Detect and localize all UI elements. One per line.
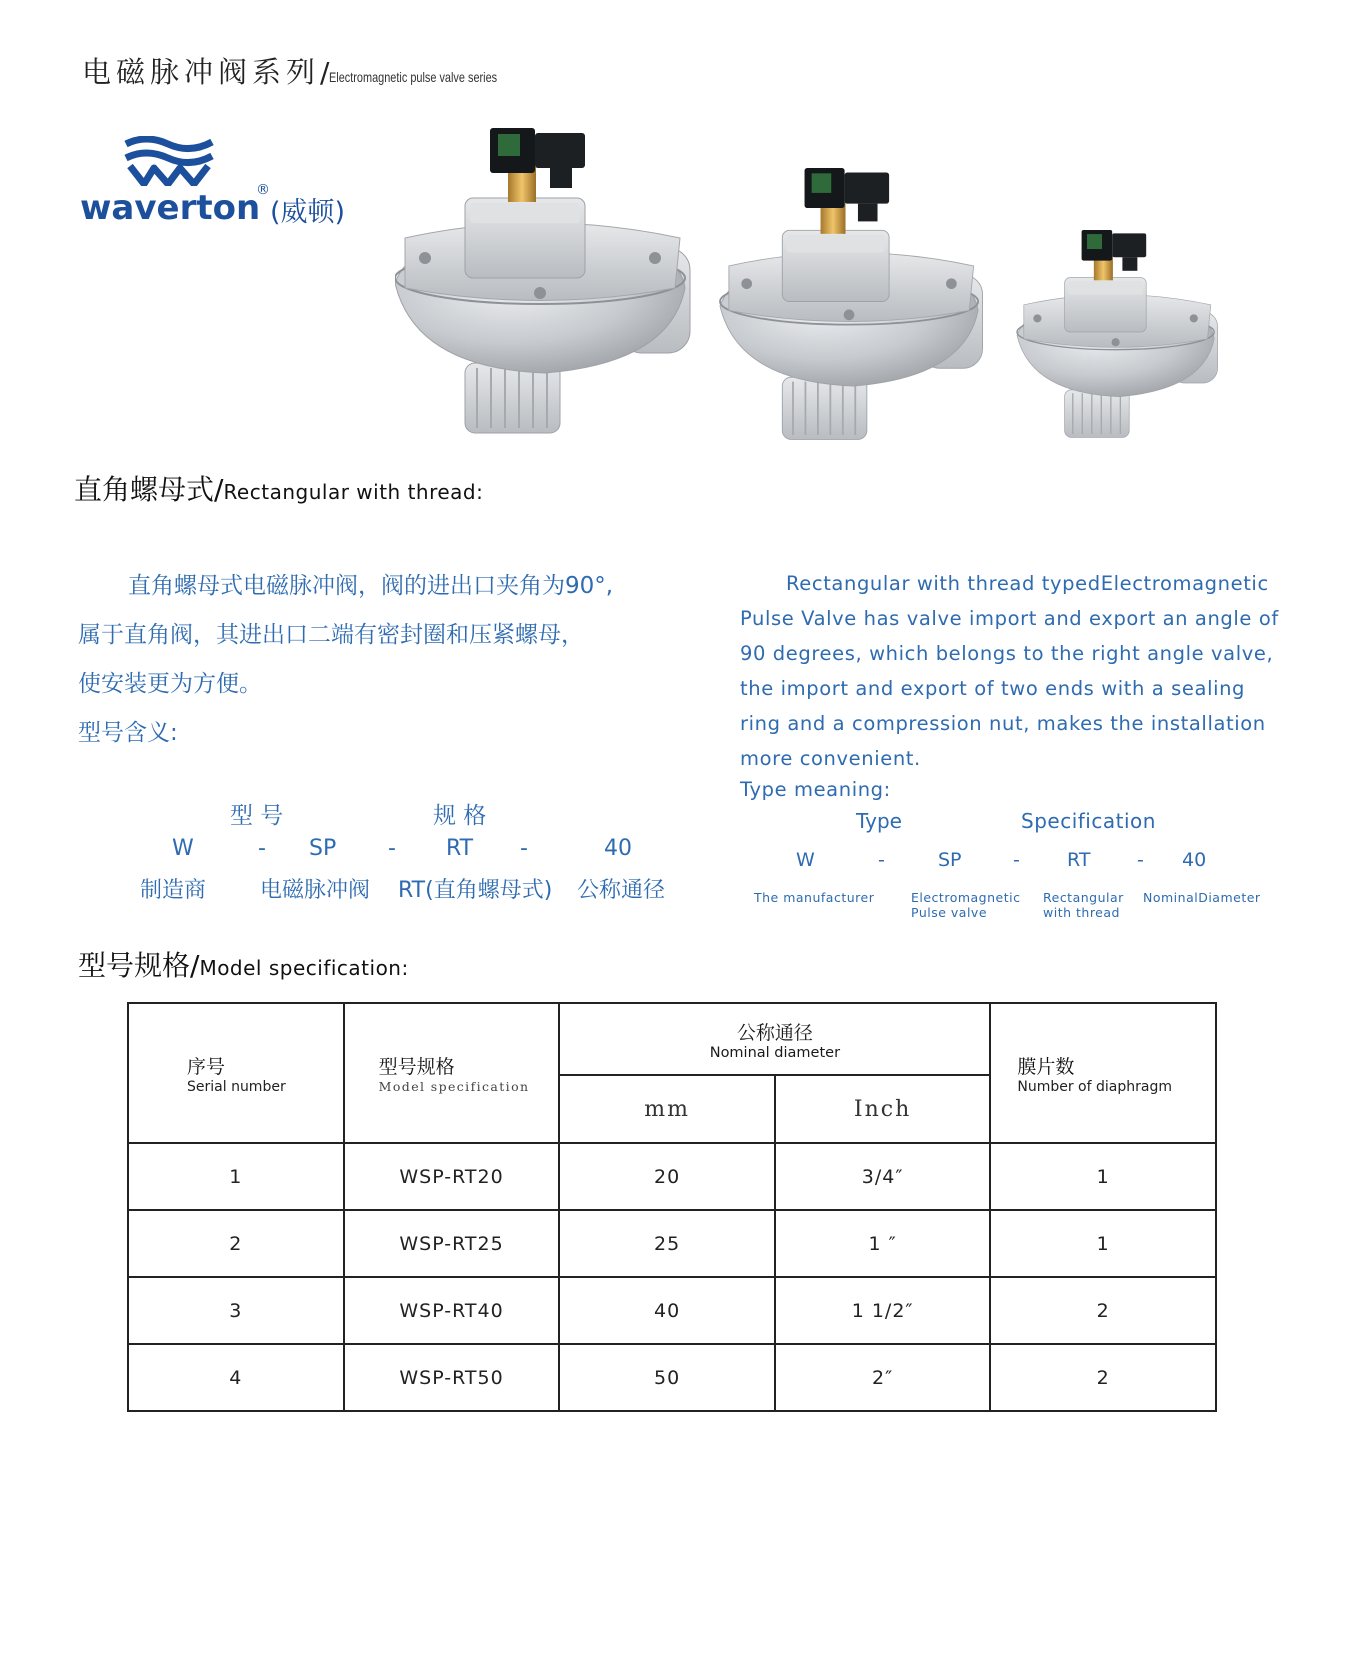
model-code-en-meaning-manufacturer: The manufacturer: [754, 890, 875, 905]
model-code-en-meaning-em-a: Electromagnetic: [911, 890, 1021, 905]
table-row: [128, 1210, 1216, 1277]
description-cn-line3: 使安装更为方便。: [78, 671, 262, 697]
description-cn-line1: 直角螺母式电磁脉冲阀，阀的进出口夹角为90°,: [128, 573, 614, 599]
model-code-cn-spec-label: 规 格: [433, 803, 487, 829]
cell-serial: 4: [128, 1344, 344, 1411]
header-model-en: Model specification: [378, 1079, 530, 1094]
model-code-cn-meaning: 电磁脉冲阀: [260, 878, 371, 903]
section-title-rectangular-cn: 直角螺母式/: [74, 473, 224, 506]
description-en-line1: Rectangular with thread typedElectromagnetic: [786, 572, 1269, 595]
cell-mm: 50: [559, 1344, 774, 1411]
cell-diaphragm: 2: [990, 1344, 1216, 1411]
cell-diaphragm: 2: [990, 1277, 1216, 1344]
model-code-en-spec-label: Specification: [1021, 809, 1156, 833]
header-inch: Inch: [775, 1075, 991, 1143]
model-code-cn-code: SP: [309, 836, 337, 861]
model-code-cn-meaning: RT(直角螺母式): [398, 878, 553, 903]
model-code-en-meaning-diameter: NominalDiameter: [1143, 890, 1261, 905]
header-serial-en: Serial number: [187, 1078, 286, 1095]
section-title-rectangular-en: Rectangular with thread:: [223, 480, 484, 504]
model-spec-table: [127, 1002, 1217, 1412]
model-code-cn-type-label: 型 号: [230, 803, 284, 829]
cell-mm: 20: [559, 1143, 774, 1210]
brand-logo: [80, 136, 380, 236]
section-title-model-spec-en: Model specification:: [199, 956, 409, 980]
header-serial: [128, 1003, 344, 1143]
cell-inch: 2″: [775, 1344, 991, 1411]
model-code-en-code: -: [1013, 849, 1020, 871]
table-row: [128, 1143, 1216, 1210]
model-code-en-code: SP: [938, 849, 962, 871]
model-code-cn-code: -: [258, 836, 266, 861]
model-code-en-meaning-rt-a: Rectangular: [1043, 890, 1124, 905]
brand-name: waverton: [80, 188, 261, 228]
section-title-rectangular: [74, 468, 483, 508]
model-code-cn-meaning: 公称通径: [577, 878, 666, 903]
description-en-line5: ring and a compression nut, makes the installation: [740, 712, 1266, 735]
type-meaning-en: Type meaning:: [740, 778, 891, 801]
header-nominal-cn: 公称通径: [736, 1021, 813, 1044]
series-title-slash: /: [320, 56, 330, 89]
waverton-wave-icon: [124, 136, 214, 186]
cell-model: WSP-RT40: [344, 1277, 560, 1344]
cell-diaphragm: 1: [990, 1143, 1216, 1210]
model-code-cn-code: 40: [604, 836, 632, 861]
model-code-en-type-label: Type: [856, 809, 902, 833]
header-diaphragm: [990, 1003, 1216, 1143]
cell-mm: 40: [559, 1277, 774, 1344]
description-cn-line2: 属于直角阀，其进出口二端有密封圈和压紧螺母，: [78, 622, 584, 648]
model-code-en-code: RT: [1067, 849, 1091, 871]
header-serial-cn: 序号: [187, 1055, 226, 1078]
header-model: [344, 1003, 560, 1143]
model-code-cn-code: W: [172, 836, 194, 861]
section-title-model-spec-cn: 型号规格/: [78, 949, 200, 982]
header-diaphragm-en: Number of diaphragm: [1017, 1078, 1172, 1095]
table-row: [128, 1277, 1216, 1344]
header-nominal-en: Nominal diameter: [709, 1044, 841, 1061]
header-diaphragm-cn: 膜片数: [1017, 1055, 1075, 1078]
cell-model: WSP-RT20: [344, 1143, 560, 1210]
cell-serial: 1: [128, 1143, 344, 1210]
model-code-cn-code: -: [388, 836, 396, 861]
description-en: [740, 566, 1320, 804]
cell-diaphragm: 1: [990, 1210, 1216, 1277]
model-code-en-code: -: [1137, 849, 1144, 871]
model-code-en-code: 40: [1182, 849, 1207, 871]
cell-inch: 3/4″: [775, 1143, 991, 1210]
header-nominal: [559, 1003, 990, 1075]
table-header-row: [128, 1003, 1216, 1075]
description-en-line4: the import and export of two ends with a sealing: [740, 677, 1246, 700]
description-cn: [78, 562, 678, 758]
cell-model: WSP-RT50: [344, 1344, 560, 1411]
model-code-en-meaning-em-b: Pulse valve: [911, 905, 988, 920]
model-code-en-code: -: [878, 849, 885, 871]
valve-product-images: [395, 128, 1295, 468]
series-title-en: Electromagnetic pulse valve series: [329, 69, 498, 85]
model-code-cn-code: -: [520, 836, 528, 861]
cell-inch: 1 ″: [775, 1210, 991, 1277]
description-en-line3: 90 degrees, which belongs to the right angle valve,: [740, 642, 1274, 665]
header-mm: mm: [559, 1075, 774, 1143]
series-title-cn: 电磁脉冲阀系列: [82, 55, 321, 89]
description-en-line6: more convenient.: [740, 747, 921, 770]
table-row: [128, 1344, 1216, 1411]
model-code-en-code: W: [796, 849, 815, 871]
registered-mark: ®: [256, 182, 270, 198]
model-code-cn-meaning: 制造商: [140, 878, 207, 903]
cell-serial: 2: [128, 1210, 344, 1277]
section-title-model-spec: [78, 944, 409, 984]
brand-name-cn: (威顿): [270, 197, 346, 228]
cell-inch: 1 1/2″: [775, 1277, 991, 1344]
model-code-cn-code: RT: [446, 836, 474, 861]
series-title: [82, 50, 545, 91]
cell-serial: 3: [128, 1277, 344, 1344]
cell-mm: 25: [559, 1210, 774, 1277]
model-code-en-meaning-rt-b: with thread: [1043, 905, 1120, 920]
description-en-line2: Pulse Valve has valve import and export an angle of: [740, 607, 1279, 630]
cell-model: WSP-RT25: [344, 1210, 560, 1277]
type-meaning-cn: 型号含义:: [78, 720, 178, 746]
header-model-cn: 型号规格: [378, 1056, 455, 1078]
